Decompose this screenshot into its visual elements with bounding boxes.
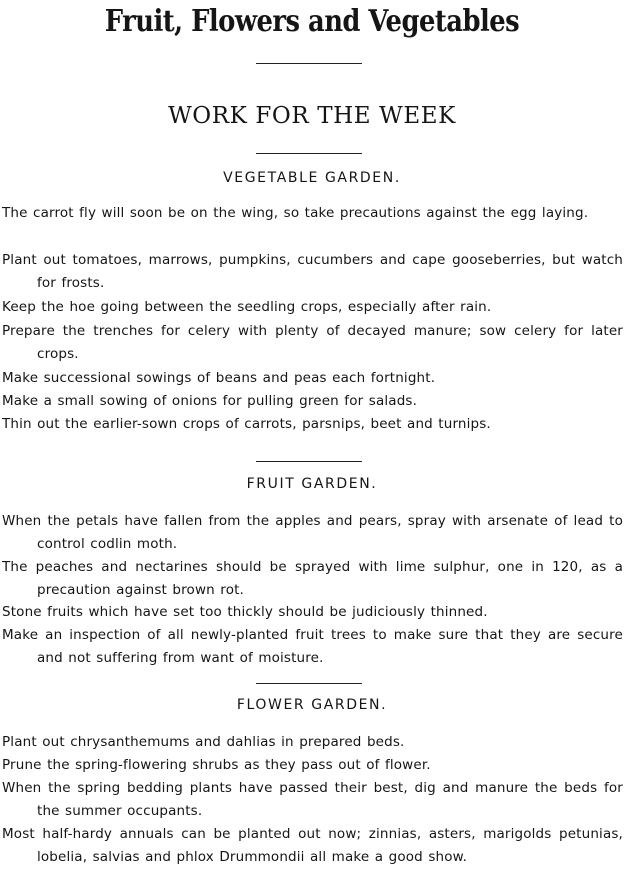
flower-item: Plant out chrysanthemums and dahlias in prepared beds. (2, 734, 405, 750)
flower-garden-heading: FLOWER GARDEN. (236, 697, 388, 713)
vegetable-item: Prepare the trenches for celery with plenty of decayed manure; sow celery for later crops. (2, 323, 623, 362)
flower-item: Most half-hardy annuals can be planted out now; zinnias, asters, marigolds petunias, lobelia, salvias and phlox Drummondii all make a good show. (2, 826, 623, 865)
page-title: Fruit, Flowers and Vegetables (104, 4, 520, 39)
flower-item: When the spring bedding plants have passed their best, dig and manure the beds for the summer occupants. (2, 780, 623, 819)
vegetable-item: Plant out tomatoes, marrows, pumpkins, cucumbers and cape gooseberries, but watch for frosts. (2, 252, 623, 291)
vegetable-item: Make successional sowings of beans and peas each fortnight. (2, 370, 436, 386)
flower-divider (256, 683, 362, 684)
fruit-item: Make an inspection of all newly-planted fruit trees to make sure that they are secure and not suffering from want of moisture. (2, 627, 623, 666)
vegetable-item: Make a small sowing of onions for pulling green for salads. (2, 393, 418, 409)
fruit-divider (256, 461, 362, 462)
fruit-garden-heading: FRUIT GARDEN. (246, 476, 378, 492)
fruit-item: Stone fruits which have set too thickly should be judiciously thinned. (2, 604, 488, 620)
flower-item: Prune the spring-flowering shrubs as they pass out of flower. (2, 757, 431, 773)
fruit-item: The peaches and nectarines should be sprayed with lime sulphur, one in 120, as a precaution against brown rot. (2, 559, 623, 598)
vegetable-item: The carrot fly will soon be on the wing, so take precautions against the egg laying. (2, 205, 589, 221)
subtitle-divider (256, 153, 362, 154)
vegetable-item: Keep the hoe going between the seedling crops, especially after rain. (2, 299, 492, 315)
vegetable-garden-heading: VEGETABLE GARDEN. (223, 170, 401, 186)
subtitle: WORK FOR THE WEEK (168, 103, 456, 129)
title-divider (256, 63, 362, 64)
fruit-item: When the petals have fallen from the apples and pears, spray with arsenate of lead to control codlin moth. (2, 513, 623, 552)
vegetable-item: Thin out the earlier-sown crops of carrots, parsnips, beet and turnips. (2, 416, 491, 432)
